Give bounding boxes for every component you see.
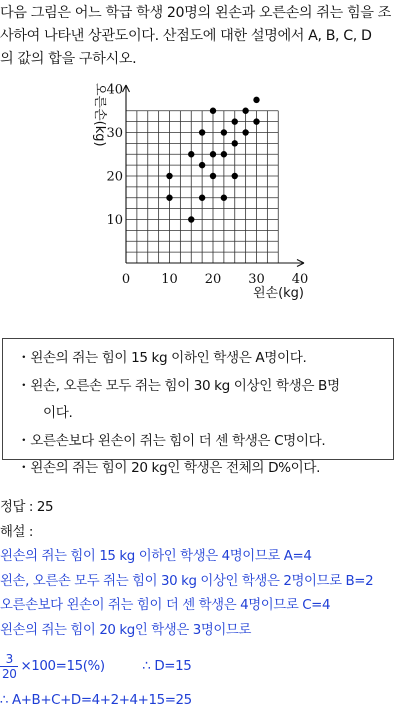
- data-point: [166, 173, 172, 179]
- question-line-3: 의 값의 합을 구하시오.: [0, 51, 137, 67]
- question-text: [0, 2, 398, 71]
- data-point: [221, 195, 227, 201]
- fraction-rest: ×100=15(%): [20, 659, 105, 674]
- x-tick-label: 20: [204, 272, 222, 287]
- final-sum: ∴ A+B+C+D=4+2+4+15=25: [0, 693, 192, 708]
- condition-c: ・오른손보다 왼손이 쥐는 힘이 더 센 학생은 C명이다.: [17, 432, 326, 449]
- question-line-2: 사하여 나타낸 상관도이다. 산점도에 대한 설명에서 A, B, C, D: [0, 28, 372, 44]
- condition-b: ・왼손, 오른손 모두 쥐는 힘이 30 kg 이상인 학생은 B명: [17, 377, 340, 394]
- data-point: [221, 129, 227, 135]
- data-point: [242, 129, 248, 135]
- solution-line-b: 왼손, 오른손 모두 쥐는 힘이 30 kg 이상인 학생은 2명이므로 B=2: [0, 573, 374, 589]
- solution-label: 해설 :: [0, 524, 34, 540]
- data-point: [199, 195, 205, 201]
- y-tick-label: 30: [106, 126, 123, 141]
- data-point: [210, 151, 216, 157]
- fraction-numerator: 3: [0, 652, 18, 667]
- data-point: [188, 216, 194, 222]
- x-tick-label: 40: [291, 272, 309, 287]
- data-point: [242, 108, 248, 114]
- data-point: [199, 129, 205, 135]
- solution-fraction-row: [0, 645, 400, 689]
- y-tick-label: 40: [106, 82, 123, 98]
- y-axis-label: 오른손(kg): [92, 83, 107, 147]
- question-line-1: 다음 그림은 어느 학급 학생 20명의 왼손과 오른손의 쥐는 힘을 조: [0, 5, 391, 21]
- x-tick-label: 30: [248, 272, 265, 287]
- data-point: [166, 195, 172, 201]
- condition-a: ・왼손의 쥐는 힘이 15 kg 이하인 학생은 A명이다.: [17, 350, 307, 366]
- therefore-d: ∴ D=15: [142, 659, 192, 674]
- answer-label: 정답 : 25: [0, 500, 54, 515]
- fraction-denominator: 20: [2, 666, 17, 681]
- data-point: [253, 118, 259, 124]
- x-axis-label: 왼손(kg): [252, 286, 304, 301]
- data-point: [199, 162, 205, 168]
- solution-line-d: 왼손의 쥐는 힘이 20 kg인 학생은 3명이므로: [0, 622, 251, 638]
- x-tick-label: 10: [161, 272, 178, 287]
- data-point: [210, 108, 216, 114]
- y-tick-label: 20: [106, 169, 123, 185]
- condition-d: ・왼손의 쥐는 힘이 20 kg인 학생은 전체의 D%이다.: [17, 460, 321, 476]
- solution-line-c: 오른손보다 왼손이 쥐는 힘이 더 센 학생은 4명이므로 C=4: [0, 598, 331, 613]
- y-tick-label: 10: [106, 213, 123, 228]
- scatter-plot: [0, 76, 400, 306]
- data-point: [188, 151, 194, 157]
- answer-section: [0, 496, 400, 714]
- data-point: [232, 140, 238, 146]
- condition-b-continued: 이다.: [43, 405, 73, 421]
- data-point: [210, 173, 216, 179]
- data-point: [221, 151, 227, 157]
- data-point: [253, 97, 259, 103]
- conditions-box: [2, 338, 394, 476]
- solution-line-a: 왼손의 쥐는 힘이 15 kg 이하인 학생은 4명이므로 A=4: [0, 549, 312, 564]
- data-point: [232, 118, 238, 124]
- data-point: [232, 173, 238, 179]
- x-tick-label: 0: [121, 272, 131, 287]
- fraction: [0, 652, 18, 681]
